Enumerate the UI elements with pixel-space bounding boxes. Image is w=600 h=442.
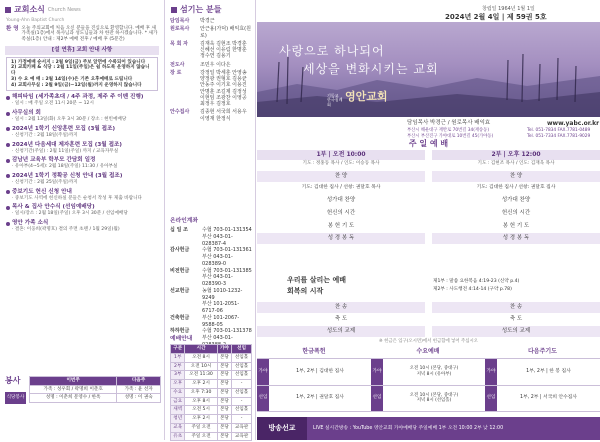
news-item	[6, 173, 158, 186]
account-row	[170, 288, 252, 315]
worship-time-row	[171, 415, 252, 424]
worship-time-cell: 본당	[217, 371, 231, 380]
worship-time-row	[171, 380, 252, 389]
issue-date: 2024년 2월 4일 | 제 59권 5호	[445, 13, 547, 21]
news-item-detail: · 일시/장소 : 2월 18일(주일) 오후 3시 30분 / 선임예배당	[12, 211, 128, 217]
news-item	[6, 157, 158, 170]
part2-time: 2부 | 오후 12:00	[432, 150, 600, 160]
order-item: 헌신의 시간	[326, 209, 356, 216]
worship-time-cell: 선임홀	[232, 362, 252, 371]
worship-time-cell: 오후	[171, 380, 185, 389]
worship-time-cell: 선임홀	[232, 353, 252, 362]
worship-time-row	[171, 362, 252, 371]
church-news-title-en: Church News	[47, 6, 81, 13]
worship-time-cell: 선임홀	[232, 371, 252, 380]
worship-time-row	[171, 353, 252, 362]
news-item	[6, 220, 158, 233]
broadcast-label: 방송선교	[257, 417, 307, 440]
pastor-line	[407, 120, 490, 127]
account-label: 십 일 조	[170, 227, 188, 234]
col-time: 시간	[185, 345, 217, 354]
info-cell: 1부, 2부 | 한 봉 집사	[526, 368, 571, 374]
worship-time-cell: 본당	[217, 362, 231, 371]
news-item-detail: · 신청기간(주일) : 2월 11일(주일) 까지 / 교육자무실	[12, 148, 119, 154]
closing-part-2	[432, 302, 600, 337]
sunday-worship-title: 주 일 예 배	[408, 139, 449, 148]
staff-role	[170, 109, 251, 122]
notice-3: 3) 수 요 예 배 : 2월 14일(수)은 기존 오후예배로 드립니다	[11, 76, 133, 82]
worship-time-cell: -	[232, 397, 252, 406]
church-en-name: Young-Ahn Baptist Church	[6, 18, 65, 23]
col-wednesday: 수요예배	[416, 348, 440, 355]
order-item: 기도: 김대한 집사 / 선창: 권달호 집사	[476, 185, 556, 191]
hero-banner	[257, 22, 600, 117]
news-item	[6, 126, 158, 139]
staff-role	[170, 26, 251, 39]
duty-cell: 성명 : 이 권숙	[117, 394, 161, 403]
branch-tag: 가야	[371, 359, 383, 385]
news-item	[6, 94, 158, 107]
news-item-detail: · 결혼: 이웅희(곽명호) 결의 주면 초랜 / 1월 29일(월)	[12, 227, 120, 233]
info-cell: 1부, 2부 | 서국희 안수집사	[519, 395, 578, 400]
order-item: 성도의 교제	[257, 326, 425, 337]
col-offering-duty: 한금폭헌	[302, 348, 326, 355]
branch-tag: 선임	[257, 386, 269, 411]
worship-time-row	[171, 397, 252, 406]
scripture-part1: 제1부 : 말씀 요한복음 4:19-23 (신약 p.4)	[433, 279, 520, 285]
role-name: 원로목사	[170, 26, 190, 33]
worship-time-cell: 3부	[171, 371, 185, 380]
tel-seonim: Tel. 051-7334 FAX.7781-9029	[527, 134, 591, 139]
church-news-title: 교회소식	[14, 5, 45, 14]
col-this-week: 이번주	[30, 377, 117, 386]
staff-role	[170, 41, 251, 60]
scripture-part2: 제2부 : 사도행전 4:14-14 (구약 p.78)	[433, 286, 512, 292]
order-item: 봉 헌 기 도	[502, 222, 530, 229]
role-value: 안근용(가덕) 배익효(원로)	[200, 26, 251, 39]
branch-tag: 선임	[485, 386, 497, 411]
role-value: 강정일 박세훈 안영송 양정광 권형호 김용균 안동주 이기호 이용진 안명훈 조길제 김정성 이현임 조광찬 이영공 최정우 김정호	[200, 69, 247, 107]
news-item	[6, 142, 158, 155]
welcome-label: 환 영	[6, 25, 19, 32]
worship-time-cell: -	[232, 415, 252, 424]
address-gaya: 부산시 해운대구 재반로 70번길 34(재송동)	[407, 128, 490, 133]
account-number: 수협 703-01-131385 부산 043-01-028390-3	[202, 267, 252, 288]
news-item-title: 해피타임 (세가족초대 / 4주 과정, 제주 주 이벤 진행)	[12, 94, 144, 101]
worship-time-cell: 오전 5시	[185, 406, 217, 415]
service-duty-table	[29, 376, 161, 403]
bullet-icon	[6, 112, 10, 116]
duty-cell: 가족 : 윤 선자	[117, 385, 161, 394]
founding-date: 창립일 1964년 1월 1일	[482, 6, 535, 12]
order-item: 성가대 찬양	[326, 197, 356, 204]
closing-part-1	[257, 302, 425, 337]
worship-time-cell: 본당	[217, 388, 231, 397]
news-item-title: 사무실의 회	[12, 110, 41, 117]
news-item	[6, 189, 158, 202]
staff-list	[166, 18, 255, 122]
account-row	[170, 315, 252, 329]
bullet-icon	[6, 174, 10, 178]
col-seonim: 선임	[232, 345, 252, 354]
news-item-detail: · 신청기간 : 2월 18일(주일)까지	[12, 132, 78, 138]
worship-time-cell: 본당	[217, 380, 231, 389]
sermon-block	[257, 276, 600, 296]
info-cell: 1부, 2부 | 김대한 집사	[296, 368, 344, 374]
worship-time-cell: 오후 2시	[185, 380, 217, 389]
senior-pastor: 담임목사 박경근	[407, 120, 446, 126]
worship-time-row	[171, 406, 252, 415]
part1-leaders: 기도 : 정홍동 목사 / 인도: 이승동 목사	[302, 160, 380, 166]
col-type: 구분	[171, 345, 185, 354]
worship-time-cell: 수요	[171, 388, 185, 397]
church-news-header	[0, 0, 164, 18]
branch-tag: 선임	[371, 386, 383, 411]
emeritus-pastor: / 원로목사 배익효	[447, 120, 491, 126]
worship-time-cell: 주일 오전	[185, 432, 217, 441]
account-row	[170, 247, 252, 267]
role-name: 목 회 자	[170, 40, 188, 47]
duty-cell: 가족 : 성우회 / 곽명희 이춘호	[30, 385, 117, 394]
news-item-title: 목사 & 집사 안수식 (선임예배당)	[12, 204, 95, 211]
worship-time-cell: 본당	[217, 353, 231, 362]
account-row	[170, 268, 252, 288]
news-item-title: 중보기도 헌신 신청 안내	[12, 188, 72, 195]
tel-gaya: Tel. 051-7834 FAX.7781-0489	[527, 128, 591, 133]
bullet-icon	[6, 127, 10, 131]
worship-time-cell: 오전 11:30	[185, 371, 217, 380]
worship-time-row	[171, 371, 252, 380]
worship-time-cell: 교육관	[232, 423, 252, 432]
account-label: 감사헌금	[170, 247, 190, 254]
col-next-week: 다음주	[117, 377, 161, 386]
service-duty-label: 봉사	[5, 376, 21, 385]
worship-time-cell: 교육관	[232, 432, 252, 441]
broadcast-footer	[257, 417, 600, 440]
main-column	[257, 0, 600, 440]
account-label: 선교헌금	[170, 287, 190, 294]
staff-role	[170, 18, 251, 24]
sermon-title: 우리를 살리는 예배	[287, 276, 346, 284]
role-value: 조민우 이다은	[200, 61, 231, 68]
account-label: 비전헌금	[170, 267, 190, 274]
col-next-prayer: 다음주기도	[528, 348, 557, 355]
order-item: 봉 헌 기 도	[327, 222, 355, 229]
news-item-detail: · 일시 : 매 주일 오전 11시 20분 ~ 12시	[12, 101, 94, 107]
order-item: 찬 송	[432, 302, 600, 313]
info-row	[257, 385, 600, 412]
staff-title: 섬기는 분들	[180, 5, 222, 14]
worship-time-cell: 오후 7:30	[185, 388, 217, 397]
worship-time-cell: 2부	[171, 362, 185, 371]
worship-time-cell: 오후 8시	[185, 397, 217, 406]
news-item-detail: · 신청기간 : 2월 25일(주일)까지	[12, 179, 78, 185]
worship-time-cell: 교육	[171, 423, 185, 432]
bullet-icon	[6, 190, 10, 194]
worship-time-cell: 1부	[171, 353, 185, 362]
bullet-icon	[6, 206, 10, 210]
account-label: 하하헌금	[170, 328, 190, 335]
church-news-column	[0, 0, 165, 440]
worship-time-row	[171, 388, 252, 397]
account-number: 부산 101-2067-9588-05	[202, 314, 240, 328]
notice-1: 1) 가정예배 순서지 : 2월 9일(금) 주보 앞면에 수록되어 있습니다	[11, 59, 146, 65]
worship-time-cell: 본당	[217, 397, 231, 406]
welcome-text: 오늘 주의교회에 처음 오신 분들을 진심으로 환영합니다. 예배 후 새가족실(1층)에서 목사님과 성도님들과 차 한잔 하시겠습니다. * 새가족실(1층) 안내 : 제2부 예배 전후 / 예배 후 (5분간)	[21, 25, 158, 43]
order-item: 찬 양	[432, 171, 600, 182]
account-number: 농협 1010-1232-9249 부산 101-2051-6717-06	[202, 287, 243, 315]
role-name: 전도사	[170, 61, 185, 68]
bullet-icon	[6, 143, 10, 147]
account-number: 수협 703-01-131361 부산 043-01-028389-0	[202, 247, 252, 267]
role-value: 김재욱 김현조 박경훈 신혜선 이유림 한명훈 정수연 김용기	[200, 40, 247, 60]
order-item: 찬 송	[257, 302, 425, 313]
part2-leaders: 기도 : 김현조 목사 / 인도: 김재욱 목사	[477, 160, 555, 166]
worship-times-section	[166, 336, 256, 442]
worship-time-cell: 유초	[171, 432, 185, 441]
broadcast-text: LIVE 실시간방송 : YouTube 영안교회 가야예배당 주일예배 1부 오전 10:00 2부 낮 12:00	[313, 425, 504, 431]
staff-header	[166, 0, 255, 18]
news-item	[6, 110, 158, 123]
staff-column	[166, 0, 256, 440]
info-cell: 1부, 2부 | 권달호 집사	[296, 395, 344, 400]
website: www.yabc.or.kr	[547, 120, 600, 127]
denomination: 기독교 한국침례회	[327, 93, 343, 107]
kitchen-duty-label: 식당봉사	[5, 392, 26, 404]
news-item-title: 2024년 1학기 정확공 신청 안내 (3월 접조)	[12, 172, 123, 179]
worship-time-cell: 본당	[217, 432, 231, 441]
online-accounts-section	[166, 218, 256, 349]
worship-time-cell: 주일 오전	[185, 423, 217, 432]
bullet-icon	[6, 96, 10, 100]
sermon-subtitle: 회복의 시작	[287, 286, 324, 295]
news-item-title: 감남년 교육부 학부모 간담회 일정	[12, 157, 96, 164]
worship-time-cell: 선임홀	[232, 406, 252, 415]
slogan-line-2: 세상을 변화시키는 교회	[303, 62, 439, 76]
notice-4: 4) 교회사무실 : 2월 9일(금)~12일(월)까지 운영하지 않습니다	[11, 82, 142, 88]
staff-role	[170, 62, 251, 68]
bullet-icon	[6, 159, 10, 163]
holiday-band: [설 연휴] 교회 안내 사항	[5, 46, 159, 55]
branch-tag: 가야	[485, 359, 497, 385]
service-duty-section	[0, 376, 165, 404]
worship-time-cell: 오전 10시	[185, 362, 217, 371]
worship-times-title: 예배안내	[170, 336, 193, 342]
duty-cell: 성명 : 이춘희 문영수 / 한옥	[30, 394, 117, 403]
account-label: 건축헌금	[170, 314, 190, 321]
worship-time-cell: -	[232, 380, 252, 389]
news-item-detail: · 유아부(4~5세): 2월 18일(주일) 11:30 / 유아부실	[12, 164, 118, 170]
account-number: 수협 703-01-131378 부산 043-01-	[202, 328, 252, 342]
accounts-title: 온라인계좌	[170, 218, 198, 224]
worship-time-cell: 본당	[217, 415, 231, 424]
worship-time-row	[171, 423, 252, 432]
service-part-2	[432, 150, 600, 244]
address-seonim: 부산시 부산진구 가야대로 10번길 45(가야동)	[407, 134, 494, 139]
news-item	[6, 204, 158, 217]
role-value: 박경근	[200, 18, 215, 24]
header-square-icon	[171, 7, 177, 13]
header-square-icon	[5, 7, 11, 13]
offering-note: ※ 헌금은 입구(오시면)에서 헌금함에 넣어 주십시오	[379, 339, 478, 344]
info-row	[257, 358, 600, 385]
order-item: 찬 양	[257, 171, 425, 182]
worship-time-cell: 오후 2시	[185, 415, 217, 424]
order-item: 축 도	[334, 315, 348, 322]
order-item: 성 경 봉 독	[257, 233, 425, 244]
info-cell: 오전 10시 (본당, 중대구) 저녁 8시 (선임홀)	[409, 392, 459, 403]
bottom-info-table	[257, 348, 600, 412]
order-item: 헌신의 시간	[501, 209, 531, 216]
slogan-line-1: 사랑으로 하나되어	[279, 44, 385, 58]
order-item: 축 도	[509, 315, 523, 322]
news-item-title: 영안 가족 소식	[12, 220, 49, 227]
account-row	[170, 227, 252, 247]
worship-time-cell: 오전 8시	[185, 353, 217, 362]
notice-2: 2) 교회카페 & 식당 : 2월 11일(주일)은 쉼 하도록 운영하지 않습니다	[11, 65, 150, 77]
news-item-title: 2024년 다음세대 제자훈련 모집 (3월 접조)	[12, 141, 122, 148]
service-part-1	[257, 150, 425, 244]
role-name: 담임목사	[170, 18, 190, 24]
holiday-notices	[6, 57, 158, 92]
info-cell: 오전 10시 (본당, 중대구) 저녁 8시 (유아부)	[409, 366, 459, 377]
staff-role	[170, 70, 251, 108]
role-value: 김종현 서국희 서용우 이영재 한정식	[200, 109, 247, 122]
order-item: 성가대 찬양	[501, 197, 531, 204]
news-item-title: 2024년 1학기 신앙훈련 모집 (3월 접조)	[12, 125, 116, 132]
news-item-detail: · 중보기도 사역에 헌신하실 분들은 순청서 작성 후 제출 바랍니다	[12, 195, 142, 201]
news-item-detail: · 일시 : 2월 13일(화) 오후 3시 30분 / 장소 : 현빈예배당	[12, 117, 127, 123]
order-item: 기도: 김대한 집사 / 선창: 권달호 목사	[301, 185, 381, 191]
role-name: 안수집사	[170, 109, 190, 116]
church-logo-name: 영안교회	[345, 90, 388, 103]
col-gaya: 가야	[217, 345, 231, 354]
worship-times-table	[170, 344, 252, 441]
part1-time: 1부 | 오전 10:00	[257, 150, 425, 160]
worship-time-cell: 새벽	[171, 406, 185, 415]
worship-time-cell: 금요	[171, 397, 185, 406]
bullet-icon	[6, 222, 10, 226]
worship-time-cell: 선임홀	[232, 388, 252, 397]
order-item: 성도의 교제	[432, 326, 600, 337]
worship-time-cell: 본당	[217, 423, 231, 432]
order-item: 성 경 봉 독	[432, 233, 600, 244]
worship-time-cell: 본당	[217, 406, 231, 415]
role-name: 장 로	[170, 69, 182, 76]
account-number: 수협 703-01-131354 부산 043-01-028387-4	[202, 227, 252, 247]
worship-time-cell: 청년	[171, 415, 185, 424]
branch-tag: 가야	[257, 359, 269, 385]
